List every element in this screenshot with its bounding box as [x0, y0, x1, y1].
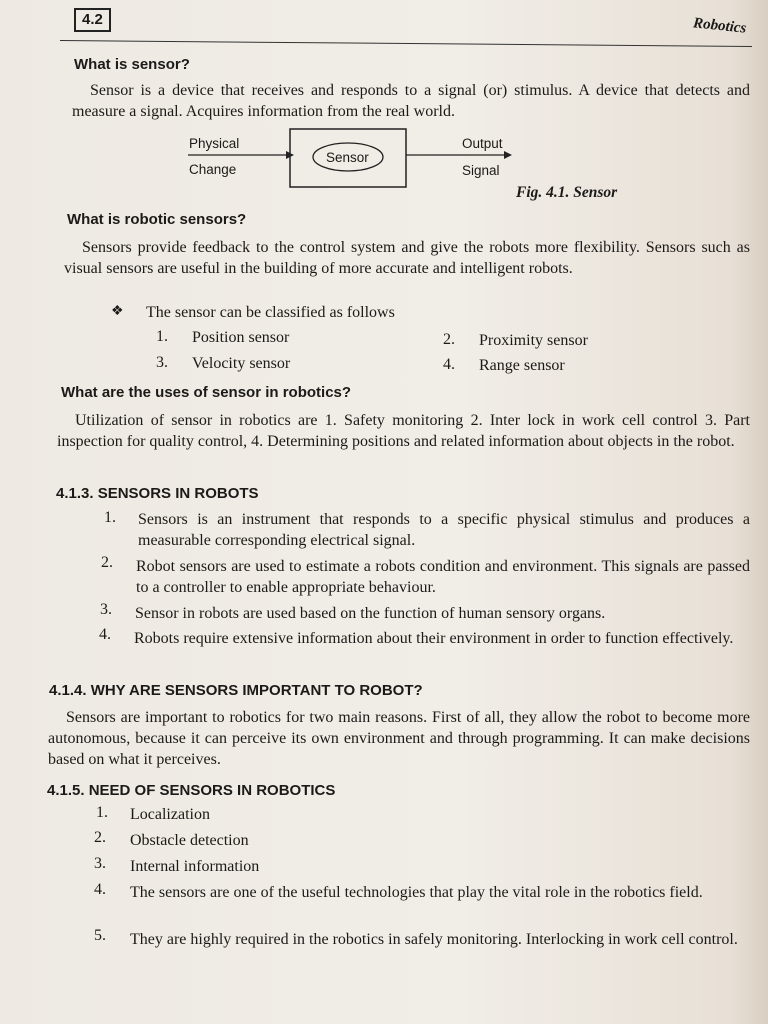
list-item-text: Sensor in robots are used based on the function of human sensory organs. [135, 605, 606, 622]
list-item-text: Robot sensors are used to estimate a robots condition and environment. This signals are passed to a controller to enable appropriate behaviour. [136, 558, 750, 596]
sensor-type-label: Proximity sensor [479, 332, 588, 349]
list-item-text: Sensors is an instrument that responds to a specific physical stimulus and produces a measurable corresponding electrical signal. [138, 511, 750, 549]
list-item-text: They are highly required in the robotics in safely monitoring. Interlocking in work cell control. [130, 931, 738, 948]
page-number: 4.2 [74, 8, 111, 32]
sensor-type-number: 3. [156, 354, 168, 371]
sensor-definition-paragraph: Sensor is a device that receives and responds to a signal (or) stimulus. A device that detects and measure a signal. Acquires information from the real world. [72, 82, 750, 120]
importance-paragraph: Sensors are important to robotics for two main reasons. First of all, they allow the robot to become more autonomous, because it can perceive its own environment and through programming. It can make decisions based on what it perceives. [48, 709, 750, 768]
list-item-number: 5. [94, 927, 106, 944]
sensor-type-number: 4. [443, 356, 455, 373]
heading-what-is-sensor: What is sensor? [74, 56, 190, 73]
list-item-number: 2. [101, 554, 113, 571]
list-item-number: 4. [99, 626, 111, 643]
heading-4-1-3: 4.1.3. SENSORS IN ROBOTS [56, 485, 259, 502]
sensor-type-label: Position sensor [192, 329, 290, 346]
sensor-type-number: 2. [443, 331, 455, 348]
output-arrow-head [504, 151, 512, 159]
heading-4-1-4: 4.1.4. WHY ARE SENSORS IMPORTANT TO ROBOT? [49, 682, 423, 699]
figure-input-label-line2: Change [189, 162, 237, 177]
running-title: Robotics [692, 15, 747, 37]
figure-input-label-line1: Physical [189, 136, 240, 151]
list-item-number: 1. [104, 509, 116, 526]
heading-uses-of-sensor: What are the uses of sensor in robotics? [61, 384, 352, 401]
list-item-text: Localization [130, 806, 210, 823]
header-rule [60, 40, 752, 47]
list-item-number: 2. [94, 829, 106, 846]
list-item-text: Obstacle detection [130, 832, 249, 849]
uses-paragraph: Utilization of sensor in robotics are 1. Safety monitoring 2. Inter lock in work cell control 3. Part inspection for quality control, 4. Determining positions and related information about objects in the robot. [57, 412, 750, 450]
robotic-sensors-paragraph: Sensors provide feedback to the control system and give the robots more flexibility. Sensors such as visual sensors are useful in the building of more accurate and intelligent robots. [64, 239, 750, 277]
figure-output-label-line2: Signal [462, 163, 500, 178]
list-item-text: Internal information [130, 858, 260, 875]
sensor-type-label: Range sensor [479, 357, 565, 374]
sensor-type-number: 1. [156, 328, 168, 345]
list-item-number: 3. [100, 601, 112, 618]
list-item-number: 4. [94, 881, 106, 898]
heading-4-1-5: 4.1.5. NEED OF SENSORS IN ROBOTICS [47, 782, 336, 799]
list-item-text: Robots require extensive information about their environment in order to function effectively. [134, 630, 734, 647]
list-item-number: 3. [94, 855, 106, 872]
figure-output-label-line1: Output [462, 136, 503, 151]
classification-intro: The sensor can be classified as follows [146, 304, 395, 321]
figure-sensor-label: Sensor [326, 150, 369, 165]
diamond-bullet-icon: ❖ [111, 304, 124, 319]
figure-caption: Fig. 4.1. Sensor [516, 184, 618, 201]
heading-what-is-robotic-sensors: What is robotic sensors? [67, 211, 247, 228]
list-item-number: 1. [96, 804, 108, 821]
sensor-type-label: Velocity sensor [192, 355, 291, 372]
list-item-text: The sensors are one of the useful technologies that play the vital role in the robotics field. [130, 884, 703, 901]
